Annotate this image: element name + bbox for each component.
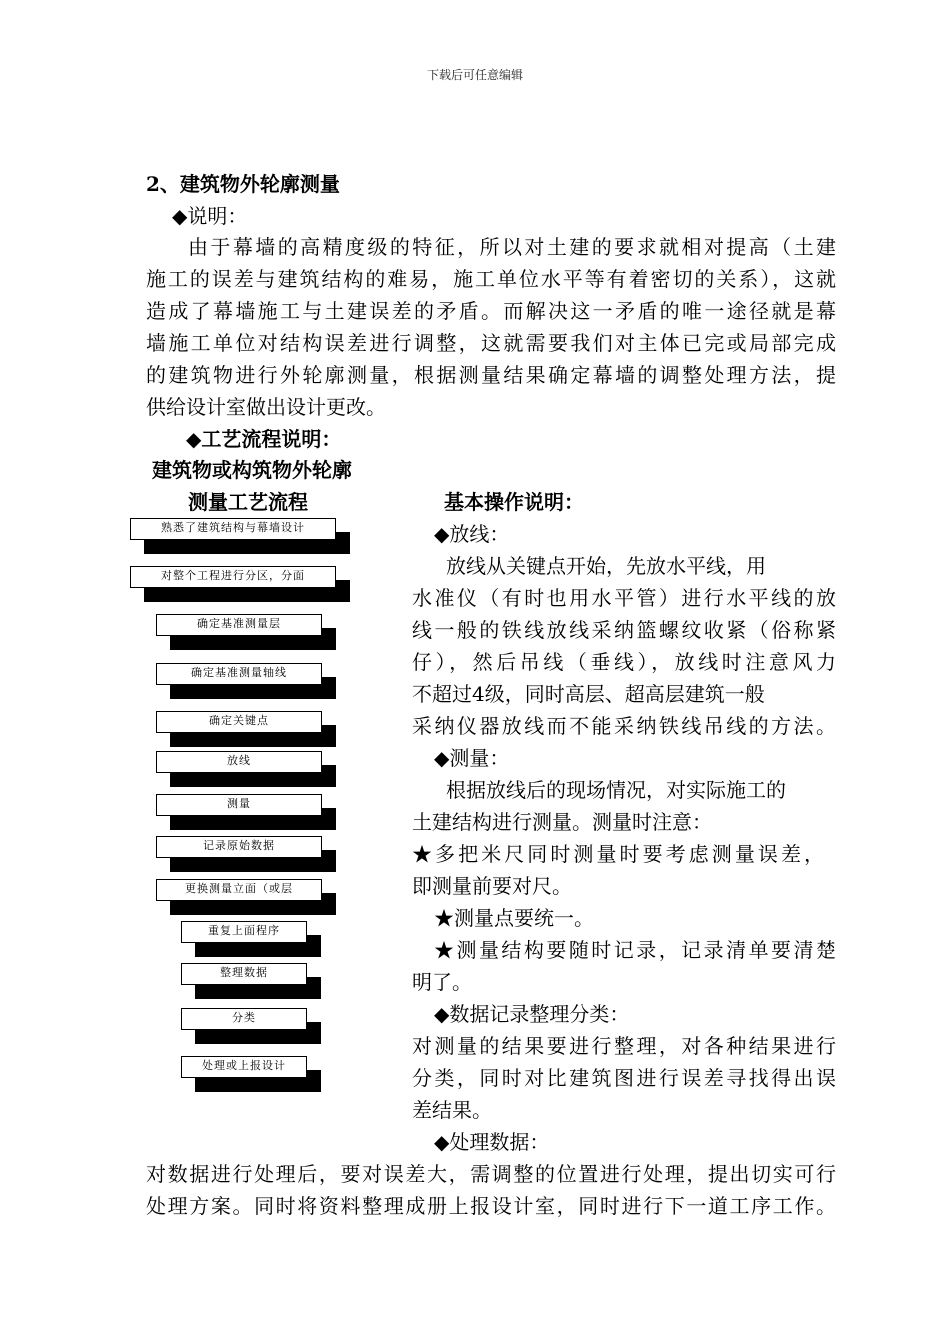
flow-step-label: 重复上面程序	[181, 921, 307, 943]
flow-step-label: 记录原始数据	[156, 836, 322, 858]
ops-line: 对测量的结果要进行整理，对各种结果进行	[412, 1034, 836, 1058]
ops-line: 仔），然后吊线（垂线），放线时注意风力	[412, 650, 836, 674]
flow-step-label: 更换测量立面（或层	[156, 879, 322, 901]
ops-line: 差结果。	[412, 1098, 492, 1122]
ops-title: 基本操作说明：	[444, 490, 584, 514]
ops-line: ★测量点要统一。	[434, 906, 594, 930]
flow-step-label: 确定基准测量层	[156, 614, 322, 636]
closing-line: 对数据进行处理后，要对误差大，需调整的位置进行处理，提出切实可行	[146, 1162, 836, 1186]
closing-line: 处理方案。同时将资料整理成册上报设计室，同时进行下一道工序工作。	[146, 1194, 836, 1218]
desc-line: 由于幕墙的高精度级的特征，所以对土建的要求就相对提高（土建	[188, 235, 836, 259]
desc-line: 供给设计室做出设计更改。	[146, 395, 386, 419]
flow-title-line-1: 建筑物或构筑物外轮廓	[152, 458, 352, 482]
ops-line: 分类，同时对比建筑图进行误差寻找得出误	[412, 1066, 836, 1090]
ops-line: ★测量结构要随时记录，记录清单要清楚	[434, 938, 836, 962]
flow-step-label: 放线	[156, 751, 322, 773]
ops-line: 采纳仪器放线而不能采纳铁线吊线的方法。	[412, 714, 836, 738]
ops-line: 根据放线后的现场情况，对实际施工的	[446, 778, 786, 802]
desc-line: 造成了幕墙施工与土建误差的矛盾。而解决这一矛盾的唯一途径就是幕	[146, 299, 836, 323]
flow-step-label: 处理或上报设计	[181, 1056, 307, 1078]
flow-step-label: 确定关键点	[156, 711, 322, 733]
desc-line: 的建筑物进行外轮廓测量，根据测量结果确定幕墙的调整处理方法，提	[146, 363, 836, 387]
ops-subheading: ◆数据记录整理分类：	[434, 1002, 630, 1026]
ops-subheading: ◆处理数据：	[434, 1130, 550, 1154]
flow-step-label: 测量	[156, 794, 322, 816]
flow-title-line-2: 测量工艺流程	[188, 490, 308, 514]
ops-line: 土建结构进行测量。测量时注意：	[412, 810, 712, 834]
ops-line: ★多把米尺同时测量时要考虑测量误差，	[412, 842, 824, 866]
process-heading: ◆工艺流程说明：	[186, 427, 342, 451]
desc-heading: ◆说明：	[172, 204, 248, 228]
desc-line: 施工的误差与建筑结构的难易，施工单位水平等有着密切的关系），这就	[146, 267, 836, 291]
ops-line: 放线从关键点开始，先放水平线，用	[446, 554, 766, 578]
desc-line: 墙施工单位对结构误差进行调整，这就需要我们对主体已完或局部完成	[146, 331, 836, 355]
flow-step-label: 熟悉了建筑结构与幕墙设计	[130, 518, 336, 540]
ops-subheading: ◆测量：	[434, 746, 510, 770]
flow-step-label: 分类	[181, 1008, 307, 1030]
flow-step-label: 整理数据	[181, 963, 307, 985]
ops-line: 即测量前要对尺。	[412, 874, 572, 898]
section-title: 2、建筑物外轮廓测量	[146, 172, 340, 196]
ops-line: 线一般的铁线放线采纳篮螺纹收紧（俗称紧	[412, 618, 836, 642]
ops-line: 明了。	[412, 970, 472, 994]
page-header: 下载后可任意编辑	[426, 68, 523, 82]
flow-step-label: 对整个工程进行分区，分面	[130, 566, 336, 588]
ops-line: 水准仪（有时也用水平管）进行水平线的放	[412, 586, 836, 610]
flow-step-label: 确定基准测量轴线	[156, 663, 322, 685]
ops-subheading: ◆放线：	[434, 522, 510, 546]
ops-line: 不超过4级，同时高层、超高层建筑一般	[412, 682, 765, 706]
